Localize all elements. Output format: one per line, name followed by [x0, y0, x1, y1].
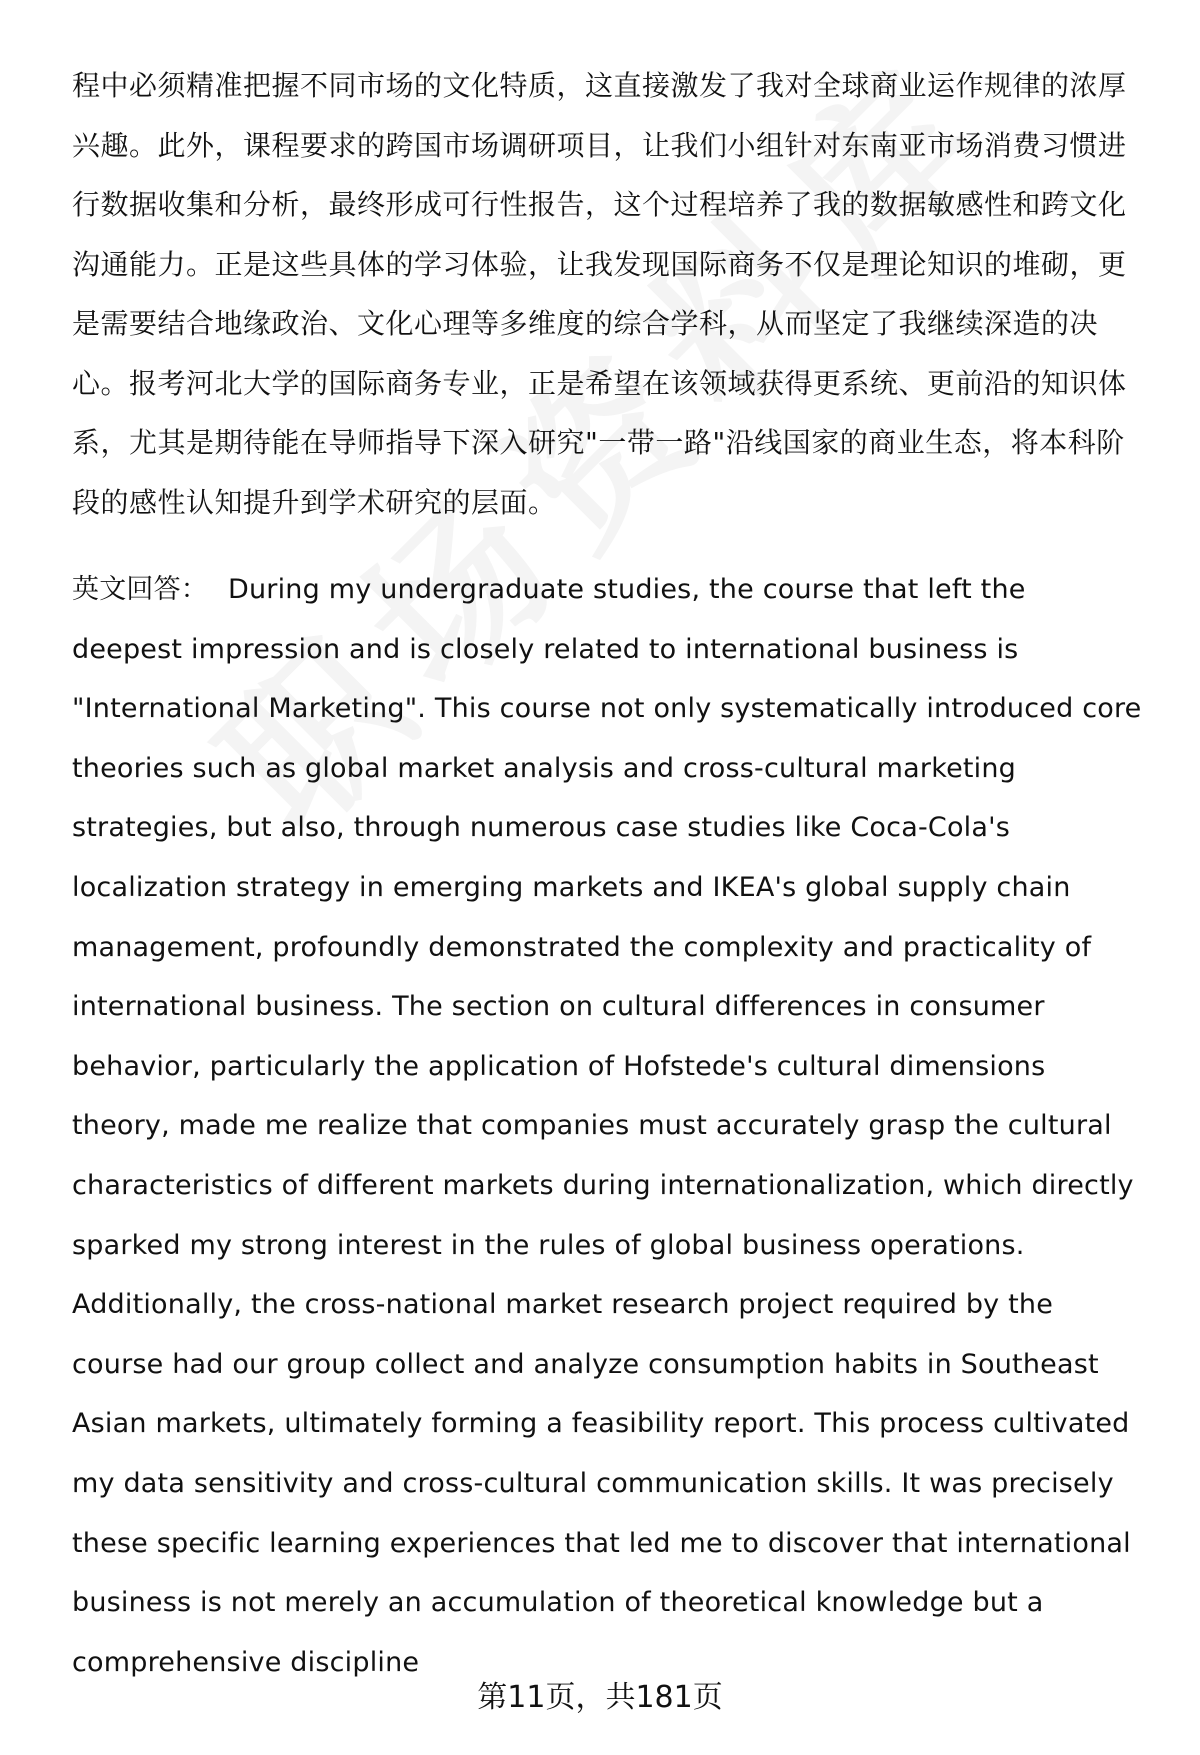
page-number-footer: 第11页，共181页 — [477, 1680, 723, 1715]
chinese-paragraph: 程中必须精准把握不同市场的文化特质，这直接激发了我对全球商业运作规律的浓厚兴趣。此外，课程要求的跨国市场调研项目，让我们小组针对东南亚市场消费习惯进行数据收集和分析，最终形成可行性报告，这个过程培养了我的数据敏感性和跨文化沟通能力。正是这些具体的学习体验，让我发现国际商务不仅是理论知识的堆砌，更是需要结合地缘政治、文化心理等多维度的综合学科，从而坚定了我继续深造的决心。报考河北大学的国际商务专业，正是希望在该领域获得更系统、更前沿的知识体系，尤其是期待能在导师指导下深入研究"一带一路"沿线国家的商业生态，将本科阶段的感性认知提升到学术研究的层面。 — [72, 69, 1127, 519]
english-answer-text: During my undergraduate studies, the course that left the deepest impression and is closely related to international business is "International Marketing". This course not only systematically introduced core theories such as global market analysis and cross-cultural marketing strategies, but also, through numerous case studies like Coca-Cola's localization strategy in emerging markets and IKEA's global supply chain management, profoundly demonstrated the complexity and practicality of international business. The section on cultural differences in consumer behavior, particularly the application of Hofstede's cultural dimensions theory, made me realize that companies must accurately grasp the cultural characteristics of different markets during internationalization, which directly sparked my strong interest in the rules of global business operations. Additionally, the cross-national market research project required by the course had our group collect and analyze consumption habits in Southeast Asian markets, ultimately forming a feasibility report. This process cultivated my data sensitivity and cross-cultural communication skills. It was precisely these specific learning experiences that led me to discover that international business is not merely an accumulation of theoretical knowledge but a comprehensive discipline — [72, 574, 1142, 1678]
page-content — [72, 56, 1142, 1692]
english-answer-prefix: 英文回答： — [72, 574, 208, 605]
english-answer-paragraph — [72, 560, 1142, 1692]
